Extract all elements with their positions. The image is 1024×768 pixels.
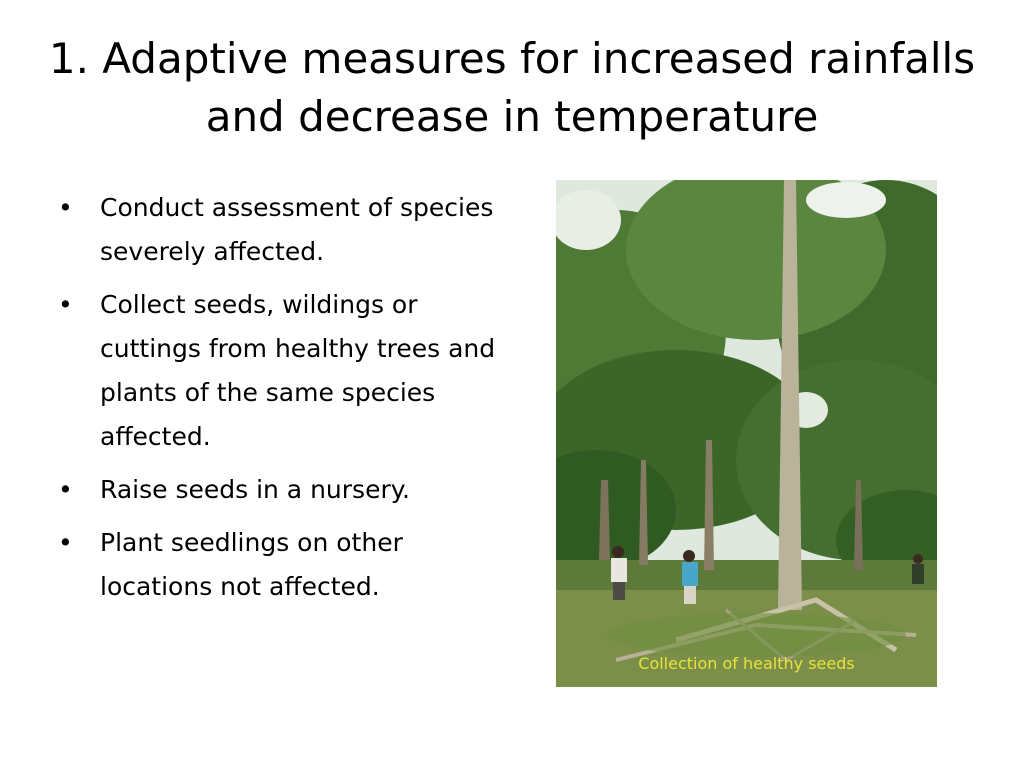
bullet-icon: •: [58, 193, 73, 222]
bullet-item: [58, 521, 498, 609]
bullet-item: [58, 283, 498, 459]
bullet-text: Collect seeds, wildings or cuttings from healthy trees and plants of the same species affected.: [100, 290, 496, 451]
photo-caption: Collection of healthy seeds: [638, 654, 855, 673]
bullet-text: Raise seeds in a nursery.: [100, 475, 410, 504]
bullet-icon: •: [58, 475, 73, 504]
bullet-icon: •: [58, 290, 73, 319]
forest-photo: [556, 180, 937, 687]
slide-title: 1. Adaptive measures for increased rainfalls and decrease in temperature: [48, 34, 976, 141]
bullet-list: [58, 186, 498, 618]
bullet-text: Conduct assessment of species severely affected.: [100, 193, 494, 266]
bullet-item: [58, 468, 498, 512]
bullet-text: Plant seedlings on other locations not affected.: [100, 528, 403, 601]
bullet-icon: •: [58, 528, 73, 557]
bullet-item: [58, 186, 498, 274]
forest-illustration: [556, 180, 937, 687]
